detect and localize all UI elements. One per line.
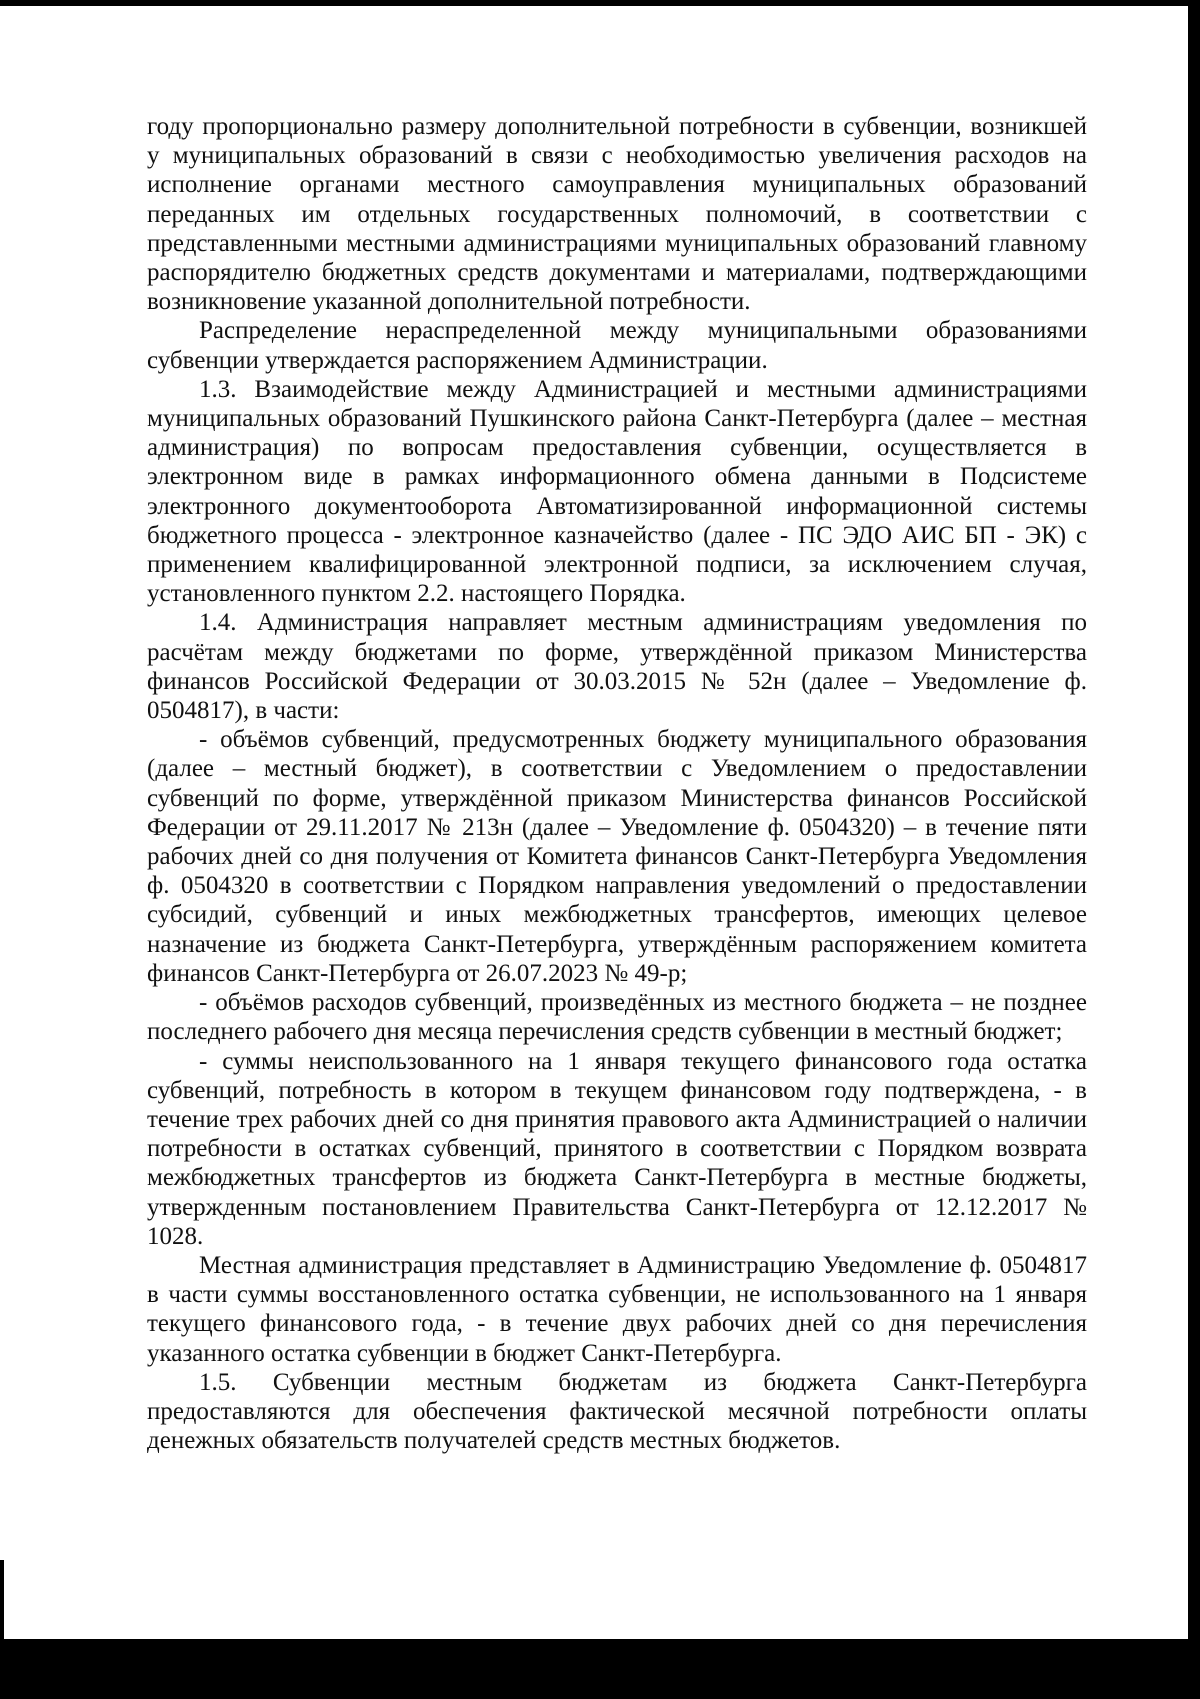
paragraph-1-4: 1.4. Администрация направляет местным администрациям уведомления по расчётам между бюджетами по форме, утверждённой приказом Министерства финансов Российской Федерации от 30.03.2015 № 52н (далее – Уведомление ф. 0504817), в части: xyxy=(147,609,1087,725)
scan-border-top xyxy=(0,0,1200,6)
scan-border-bottom xyxy=(0,1639,1200,1699)
document-body xyxy=(147,112,1087,1455)
list-item-unused-balance: - суммы неиспользованного на 1 января текущего финансового года остатка субвенций, потребность в котором в текущем финансовом году подтверждена, - в течение трех рабочих дней со дня принятия правового акта Администрацией о наличии потребности в остатках субвенций, принятого в соответствии с Порядком возврата межбюджетных трансфертов из бюджета Санкт-Петербурга в местные бюджеты, утвержденным постановлением Правительства Санкт-Петербурга от 12.12.2017 № 1028. xyxy=(147,1047,1087,1250)
paragraph-1-3: 1.3. Взаимодействие между Администрацией и местными администрациями муниципальных образований Пушкинского района Санкт-Петербурга (далее – местная администрация) по вопросам предоставления субвенции, осуществляется в электронном виде в рамках информационного обмена данными в Подсистеме электронного документооборота Автоматизированной информационной системы бюджетного процесса - электронное казначейство (далее - ПС ЭДО АИС БП - ЭК) с применением квалифицированной электронной подписи, за исключением случая, установленного пунктом 2.2. настоящего Порядка. xyxy=(147,375,1087,608)
paragraph-1-5: 1.5. Субвенции местным бюджетам из бюджета Санкт-Петербурга предоставляются для обеспечения фактической месячной потребности оплаты денежных обязательств получателей средств местных бюджетов. xyxy=(147,1368,1087,1455)
list-item-subvention-volumes: - объёмов субвенций, предусмотренных бюджету муниципального образования (далее – местный бюджет), в соответствии с Уведомлением о предоставлении субвенций по форме, утверждённой приказом Министерства финансов Российской Федерации от 29.11.2017 № 213н (далее – Уведомление ф. 0504320) – в течение пяти рабочих дней со дня получения от Комитета финансов Санкт-Петербурга Уведомления ф. 0504320 в соответствии с Порядком направления уведомлений о предоставлении субсидий, субвенций и иных межбюджетных трансфертов, имеющих целевое назначение из бюджета Санкт-Петербурга, утверждённым распоряжением комитета финансов Санкт-Петербурга от 26.07.2023 № 49-р; xyxy=(147,726,1087,987)
paragraph-continuation: году пропорционально размеру дополнительной потребности в субвенции, возникшей у муниципальных образований в связи с необходимостью увеличения расходов на исполнение органами местного самоуправления муниципальных образований переданных им отдельных государственных полномочий, в соответствии с представленными местными администрациями муниципальных образований главному распорядителю бюджетных средств документами и материалами, подтверждающими возникновение указанной дополнительной потребности. xyxy=(147,113,1087,316)
paragraph-local-administration: Местная администрация представляет в Администрацию Уведомление ф. 0504817 в части суммы восстановленного остатка субвенции, не использованного на 1 января текущего финансового года, - в течение двух рабочих дней со дня перечисления указанного остатка субвенции в бюджет Санкт-Петербурга. xyxy=(147,1251,1087,1367)
scan-border-right xyxy=(1188,0,1200,1699)
list-item-expense-volumes: - объёмов расходов субвенций, произведённых из местного бюджета – не позднее последнего рабочего дня месяца перечисления средств субвенции в местный бюджет; xyxy=(147,989,1087,1046)
paragraph-distribution: Распределение нераспределенной между муниципальными образованиями субвенции утверждается распоряжением Администрации. xyxy=(147,317,1087,374)
